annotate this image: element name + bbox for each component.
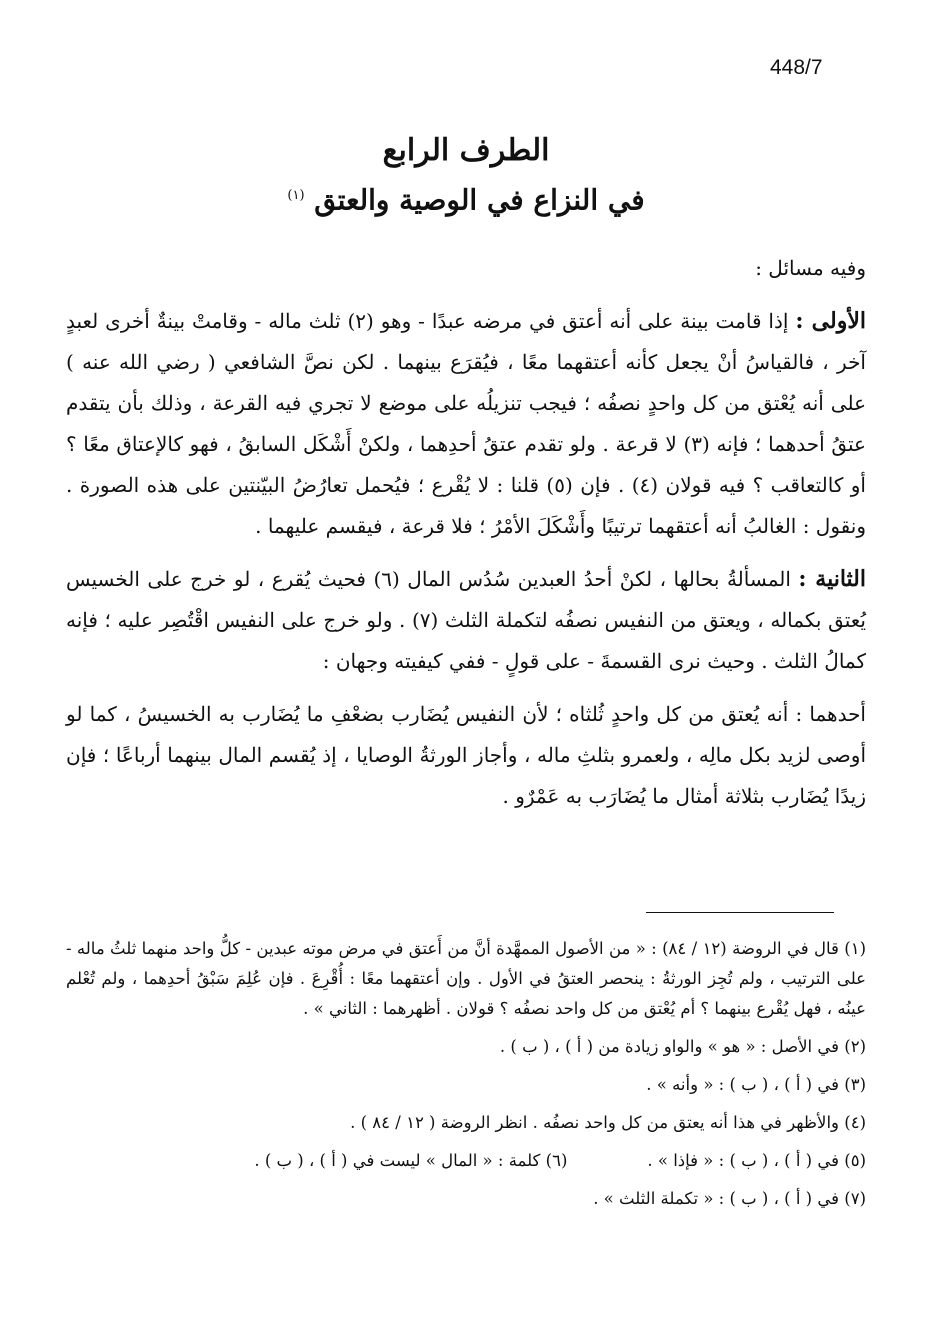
footnote-3: (٣) في ( أ ) ، ( ب ) : « وأنه » . [646, 1075, 866, 1094]
footnote-ref-1: (١) [287, 188, 305, 203]
issue-second [66, 559, 866, 682]
page-number: 448/7 [770, 56, 823, 79]
issue-first [66, 301, 866, 547]
footnote-1: (١) قال في الروضة (١٢ / ٨٤) : « من الأصول الممهَّدة أنَّ من أَعتق في مرض موته عبدين - كلُّ واحد منهما ثلثُ ماله - على الترتيب ، ولم تُجِز الورثةُ : ينحصر العتقُ في الأول . وإن أعتقهما معًا : أُقْرِعَ . فإن عُلِمَ سَبْقُ أحدِهما ، ولم تُعْلم عينُه ، فهل يُقْرع بينهما ؟ أم يُعْتق من كل واحد نصفُه ؟ قولان . أظهرهما : الثاني » . [66, 939, 866, 1018]
footnote-7: (٧) في ( أ ) ، ( ب ) : « تكملة الثلث » . [593, 1189, 866, 1208]
intro-line: وفيه مسائل : [755, 256, 866, 280]
footnote-row-5-6 [66, 1146, 866, 1176]
subtitle-text: في النزاع في الوصية والعتق [314, 183, 645, 217]
footnote-separator [646, 912, 834, 913]
footnote-4: (٤) والأظهر في هذا أنه يعتق من كل واحد نصفُه . انظر الروضة ( ١٢ / ٨٤ ) . [350, 1113, 866, 1132]
section-subtitle [0, 174, 932, 222]
footnote-5: (٥) في ( أ ) ، ( ب ) : « فإذا » . [647, 1151, 866, 1170]
issue-first-text: إذا قامت بينة على أنه أعتق في مرضه عبدًا - وهو (٢) ثلث ماله - وقامتْ بينةٌ أخرى لعبدٍ آخر ، فالقياسُ أنْ يجعل كأنه أعتقهما معًا ، فيُقرَع بينهما . لكن نصَّ الشافعي ( رضي الله عنه ) على أنه يُعْتق من كل واحدٍ نصفُه ؛ فيجب تنزيلُه على موضع لا تجري فيه القرعة ، وذلك بأن يتقدم عتقُ أحدهما ؛ فإنه (٣) لا قرعة . ولو تقدم عتقُ أحدِهما ، ولكنْ أَشْكَل السابقُ ، فهو كالإعتاق معًا ؟ أو كالتعاقب ؟ فيه قولان (٤) . فإن (٥) قلنا : لا يُقْرع ؛ فيُحمل تعارُضُ البيّنتين على هذه الصورة . ونقول : الغالبُ أنه أعتقهما ترتيبًا وأَشْكَلَ الأمْرُ ؛ فلا قرعة ، فيقسم عليهما . [66, 309, 866, 538]
footnotes [66, 934, 866, 1222]
main-text [66, 248, 866, 829]
section-title: الطرف الرابع [382, 133, 550, 168]
issue-second-label: الثانية : [798, 566, 866, 592]
issue-second-text: المسألةُ بحالها ، لكنْ أحدُ العبدين سُدُس المال (٦) فحيث يُقرع ، لو خرج على الخسيس يُعتق بكماله ، ويعتق من النفيس نصفُه لتكملة الثلث (٧) . ولو خرج على النفيس اقْتُصِر عليه ؛ فإنه كمالُ الثلث . وحيث نرى القسمةَ - على قولٍ - ففي كيفيته وجهان : [66, 567, 866, 673]
footnote-6: (٦) كلمة : « المال » ليست في ( أ ) ، ( ب ) . [254, 1151, 568, 1170]
first-way-paragraph: أحدهما : أنه يُعتق من كل واحدٍ ثُلثاه ؛ لأن النفيس يُضَارب بضعْفِ ما يُضَارب به الخسيسُ ، كما لو أوصى لزيد بكل مالِه ، ولعمرو بثلثِ ماله ، وأجاز الورثةُ الوصايا ، إذ يُقسم المال بينهما أرباعًا ؛ فإن زيدًا يُضَارب بثلاثة أمثال ما يُضَارَب به عَمْرٌو . [66, 702, 866, 808]
issue-first-label: الأولى : [795, 308, 866, 334]
footnote-2: (٢) في الأصل : « هو » والواو زيادة من ( أ ) ، ( ب ) . [499, 1037, 866, 1056]
section-heading [0, 128, 932, 222]
